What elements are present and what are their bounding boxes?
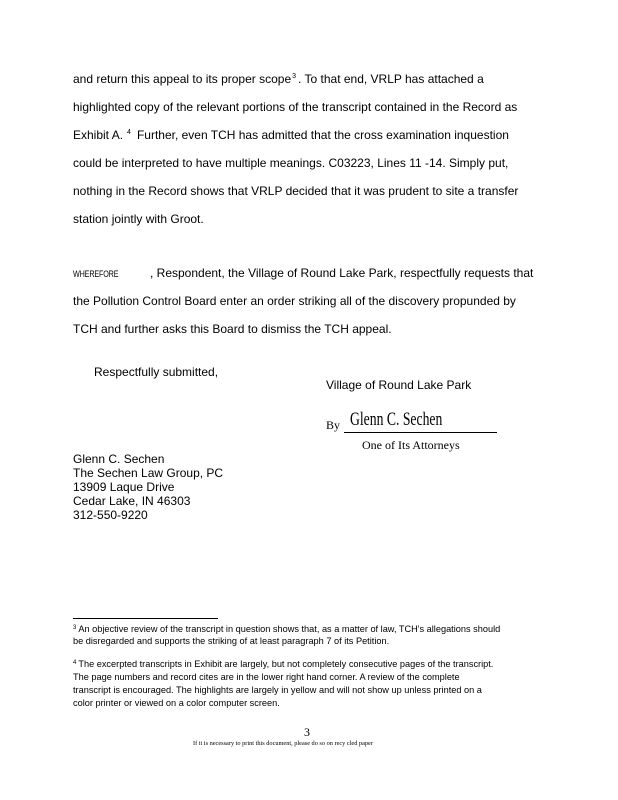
contact-street: 13909 Laque Drive xyxy=(73,480,175,494)
party-name: Village of Round Lake Park xyxy=(326,378,472,392)
body-line: the Pollution Control Board enter an order striking all of the discovery propunded by xyxy=(73,294,516,308)
body-line: could be interpreted to have multiple meanings. C03223, Lines 11 -14. Simply put, xyxy=(73,156,509,170)
body-text: . To that end, VRLP has attached a xyxy=(298,72,484,86)
footnote-separator xyxy=(73,618,218,619)
body-line: station jointly with Groot. xyxy=(73,212,204,226)
footnote-4-line: transcript is encouraged. The highlights are largely in yellow and will not show up unless printed on a xyxy=(73,685,482,695)
body-line xyxy=(73,72,484,89)
wherefore-heading: WHEREFORE xyxy=(73,269,119,279)
body-text: Exhibit A. xyxy=(73,128,124,142)
body-text: Further, even TCH has admitted that the cross examination inquestion xyxy=(136,128,509,142)
footnote-4 xyxy=(73,659,493,672)
signer-role: One of Its Attorneys xyxy=(362,438,460,452)
footnote-text: An objective review of the transcript in question shows that, as a matter of law, TCH's allegations should xyxy=(78,624,501,634)
footnote-4-line: The page numbers and record cites are in the lower right hand corner. A review of the complete xyxy=(73,672,460,682)
body-line xyxy=(73,266,130,281)
footnote-ref-4[interactable]: 4 xyxy=(127,129,131,136)
footnote-marker: 3 xyxy=(73,625,77,631)
body-text: and return this appeal to its proper scope xyxy=(73,72,292,86)
body-line xyxy=(73,128,509,145)
closing: Respectfully submitted, xyxy=(94,365,219,379)
signature: Glenn C. Sechen xyxy=(350,409,443,430)
signature-line xyxy=(344,432,497,433)
by-label: By xyxy=(326,418,341,432)
footnote-3-line: be disregarded and supports the striking of at least paragraph 7 of its Petition. xyxy=(73,636,390,646)
contact-city: Cedar Lake, IN 46303 xyxy=(73,494,191,508)
body-line: , Respondent, the Village of Round Lake Park, respectfully requests that xyxy=(150,266,534,280)
contact-phone: 312-550-9220 xyxy=(73,508,148,522)
footnote-ref-3[interactable]: 3 xyxy=(292,73,297,80)
footnote-4-line: color printer or viewed on a color computer screen. xyxy=(73,698,280,708)
recycle-note: If it is necessary to print this document, please do so on recy cled paper xyxy=(193,740,373,747)
contact-name: Glenn C. Sechen xyxy=(73,452,165,466)
footnote-text: The excerpted transcripts in Exhibit are largely, but not completely consecutive pages of the transcript. xyxy=(78,659,494,669)
body-line: nothing in the Record shows that VRLP decided that it was prudent to site a transfer xyxy=(73,184,519,198)
footnote-marker: 4 xyxy=(73,660,77,666)
contact-firm: The Sechen Law Group, PC xyxy=(73,466,224,480)
body-line: highlighted copy of the relevant portions of the transcript contained in the Record as xyxy=(73,100,518,114)
page-number: 3 xyxy=(304,725,310,739)
body-line: TCH and further asks this Board to dismiss the TCH appeal. xyxy=(73,322,392,336)
